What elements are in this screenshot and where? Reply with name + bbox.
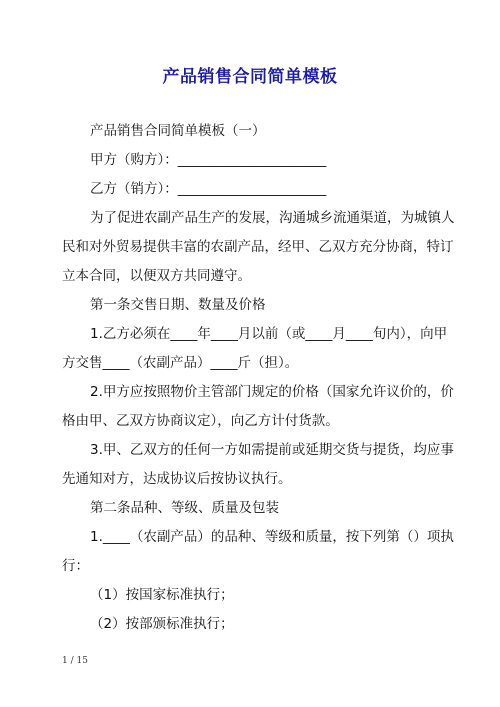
subtitle-line: 产品销售合同简单模板（一） — [90, 123, 266, 139]
list-item: （2）按部颁标准执行； — [90, 616, 234, 632]
paragraph-line: 民和对外贸易提供丰富的农副产品，经甲、乙双方充分协商，特订 — [62, 239, 454, 255]
page-number: 1 / 15 — [62, 656, 88, 666]
paragraph-line: 2.甲方应按照物价主管部门规定的价格（国家允许议价的，价 — [90, 384, 454, 400]
page-title: 产品销售合同简单模板 — [162, 67, 338, 87]
paragraph-line: 1.乙方必须在____年____月以前（或____月____旬内），向甲 — [90, 326, 448, 342]
party-a-line: 甲方（购方）：______________________ — [90, 152, 327, 168]
paragraph-line: 立本合同，以便双方共同遵守。 — [62, 268, 251, 284]
party-b-line: 乙方（销方）：______________________ — [90, 181, 327, 197]
section-heading: 第一条交售日期、数量及价格 — [90, 297, 266, 313]
paragraph-line: 格由甲、乙双方协商议定），向乙方计付货款。 — [62, 413, 339, 429]
paragraph-line: 方交售____（农副产品）____斤（担）。 — [62, 355, 299, 371]
section-heading: 第二条品种、等级、质量及包装 — [90, 500, 279, 516]
paragraph-line: 1.____（农副产品）的品种、等级和质量，按下列第（）项执 — [90, 529, 454, 545]
paragraph-line: 先通知对方，达成协议后按协议执行。 — [62, 471, 292, 487]
list-item: （1）按国家标准执行； — [90, 587, 234, 603]
paragraph-line: 3.甲、乙双方的任何一方如需提前或延期交货与提货，均应事 — [90, 442, 454, 458]
paragraph-line: 行： — [62, 558, 89, 574]
paragraph-line: 为了促进农副产品生产的发展，沟通城乡流通渠道，为城镇人 — [90, 210, 455, 226]
